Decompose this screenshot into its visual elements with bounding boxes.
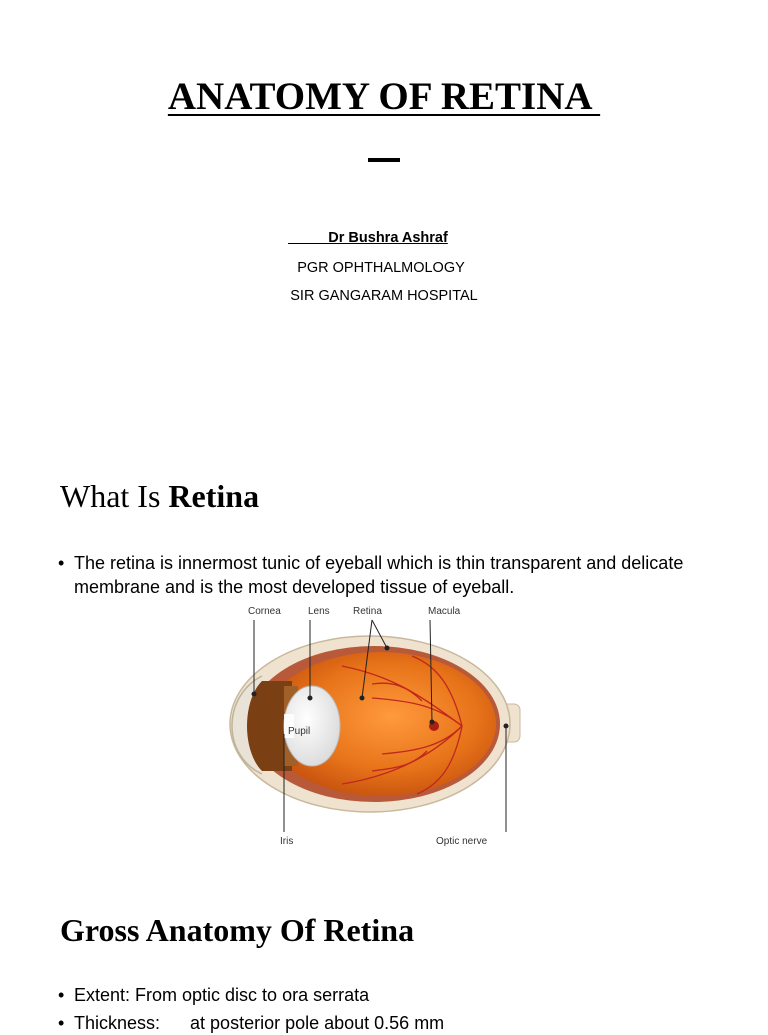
affiliation-line-1: PGR OPHTHALMOLOGY <box>297 260 465 276</box>
content-slide <box>0 440 768 1033</box>
bullet-text: The retina is innermost tunic of eyeball which is thin transparent and delicate membrane and is the most developed tissue of eyeball. <box>74 553 684 597</box>
bullet-dot: • <box>58 985 65 1005</box>
label-optic-nerve: Optic nerve <box>436 836 488 847</box>
label-cornea: Cornea <box>248 606 281 617</box>
title-dash <box>368 158 400 162</box>
label-lens: Lens <box>308 606 330 617</box>
label-retina: Retina <box>353 606 382 617</box>
slide-title: ANATOMY OF RETINA <box>167 75 601 118</box>
bullet-item <box>58 983 734 1007</box>
eye-diagram <box>222 606 522 848</box>
bullet-item <box>58 1011 734 1035</box>
section-heading-gross-anatomy: Gross Anatomy Of Retina <box>60 912 415 948</box>
label-iris: Iris <box>280 836 294 847</box>
eye-illustration <box>222 606 522 848</box>
bullet-item <box>58 551 734 599</box>
author-name: Dr Bushra Ashraf <box>288 230 448 246</box>
bullet-dot: • <box>58 553 65 573</box>
label-pupil: Pupil <box>288 726 311 737</box>
heading-prefix: What Is <box>60 478 169 514</box>
section-heading-what-is-retina <box>60 478 259 515</box>
bullet-text: Thickness: at posterior pole about 0.56 mm <box>74 1013 445 1033</box>
bullet-text: Extent: From optic disc to ora serrata <box>74 985 370 1005</box>
label-macula: Macula <box>428 606 461 617</box>
affiliation-line-2: SIR GANGARAM HOSPITAL <box>290 288 478 304</box>
title-slide <box>0 0 768 430</box>
heading-bold: Retina <box>168 478 260 514</box>
bullet-dot: • <box>58 1013 65 1033</box>
